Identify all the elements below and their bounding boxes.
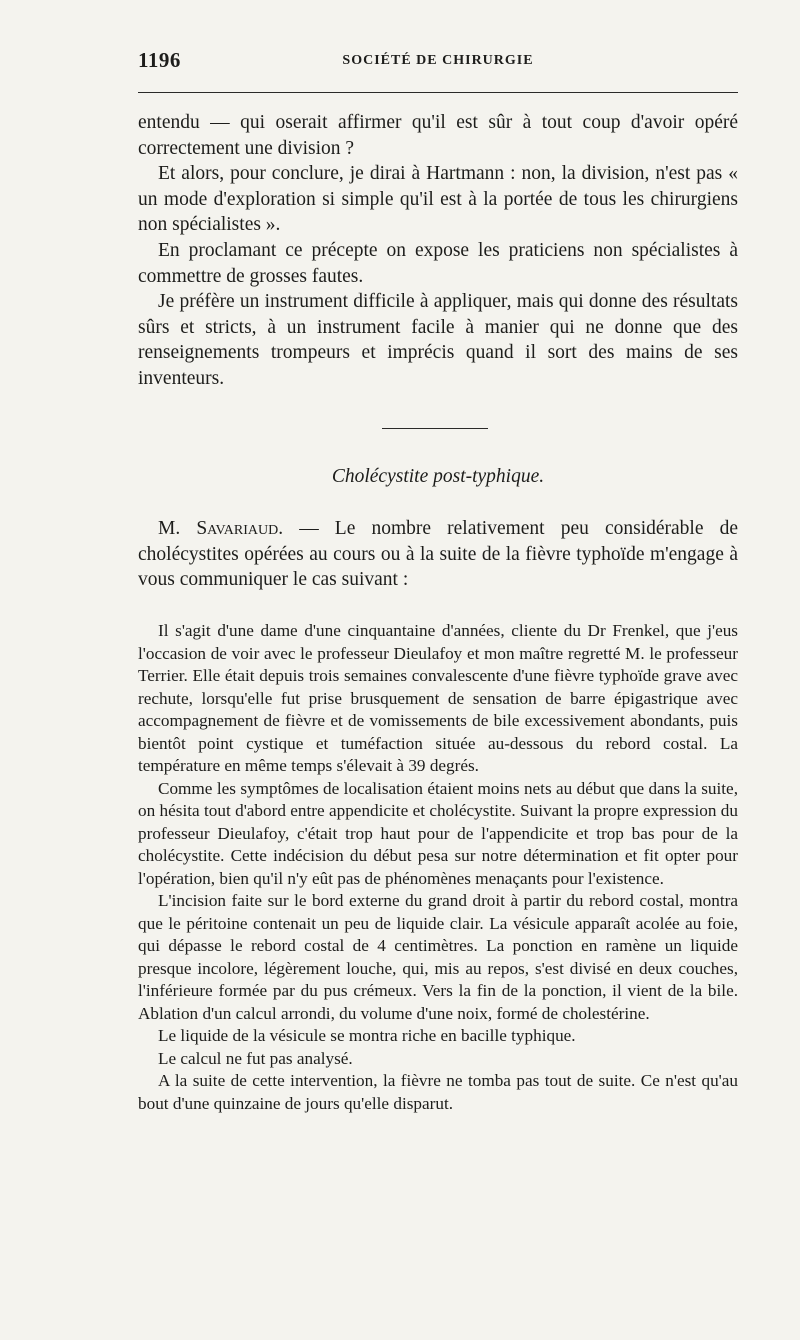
- section-separator: [382, 428, 488, 429]
- case-paragraph: Le liquide de la vésicule se montra riche en bacille typhique.: [158, 1026, 576, 1045]
- discussion-paragraph: En proclamant ce précepte on expose les praticiens non spécialistes à commettre de grosses fautes.: [138, 239, 738, 287]
- page-number: 1196: [138, 48, 181, 72]
- case-report: [138, 620, 738, 1115]
- section-title: Cholécystite post-typhique.: [331, 466, 545, 487]
- speaker-name: M. Savariaud.: [158, 518, 284, 539]
- intro-paragraph: [138, 516, 738, 593]
- case-paragraph: Comme les symptômes de localisation étaient moins nets au début que dans la suite, on hésita tout d'abord entre appendicite et cholécystite. Suivant la propre expression du professeur Dieulafoy, c'était trop haut pour de l'appendicite et trop bas pour de la cholécystite. Cette indécision du début pesa sur notre détermination et fit opter pour l'opération, bien qu'il n'y eût pas de phénomènes menaçants pour l'existence.: [138, 778, 738, 888]
- case-paragraph: A la suite de cette intervention, la fièvre ne tomba pas tout de suite. Ce n'est qu'au bout d'une quinzaine de jours qu'elle disparut.: [138, 1071, 738, 1113]
- discussion-text: [138, 110, 738, 392]
- discussion-paragraph: Je préfère un instrument difficile à appliquer, mais qui donne des résultats sûrs et stricts, à un instrument facile à manier qui ne donne que des renseignements trompeurs et imprécis quand il sort des mains de ses inventeurs.: [138, 291, 738, 389]
- case-paragraph: Il s'agit d'une dame d'une cinquantaine d'années, cliente du Dr Frenkel, que j'eus l'occasion de voir avec le professeur Dieulafoy et mon maître regretté M. le professeur Terrier. Elle était depuis trois semaines convalescente d'une fièvre typhoïde grave avec rechute, lorsqu'elle fut prise brusquement de sensation de barre épigastrique avec accompagnement de fièvre et de vomissements de bile excessivement abondants, puis bientôt point cystique et tuméfaction située au-dessous du rebord costal. La température en même temps s'élevait à 39 degrés.: [138, 621, 738, 775]
- case-paragraph: Le calcul ne fut pas analysé.: [158, 1048, 353, 1068]
- intro-text: — Le nombre relativement peu considérable de cholécystites opérées au cours ou à la suite de la fièvre typhoïde m'engage à vous communiquer le cas suivant :: [138, 518, 738, 591]
- discussion-paragraph: Et alors, pour conclure, je dirai à Hartmann : non, la division, n'est pas « un mode d'exploration si simple qu'il est à la portée de tous les chirurgiens non spécialistes ».: [138, 163, 738, 236]
- case-paragraph: L'incision faite sur le bord externe du grand droit à partir du rebord costal, montra que le péritoine contenait un peu de liquide clair. La vésicule apparaît acolée au foie, qui dépasse le rebord costal de 4 centimètres. La ponction en ramène un liquide presque incolore, légèrement louche, qui, mis au repos, s'est divisé en deux couches, l'inférieure formée par du pus crémeux. Vers la fin de la ponction, il vient de la bile. Ablation d'un calcul arrondi, du volume d'une noix, formé de cholestérine.: [138, 891, 738, 1023]
- header-rule: [138, 92, 738, 93]
- running-title: SOCIÉTÉ DE CHIRURGIE: [342, 53, 534, 68]
- page-header: [138, 48, 738, 78]
- discussion-paragraph: entendu — qui oserait affirmer qu'il est sûr à tout coup d'avoir opéré correctement une division ?: [138, 112, 738, 159]
- section-intro: [138, 516, 738, 593]
